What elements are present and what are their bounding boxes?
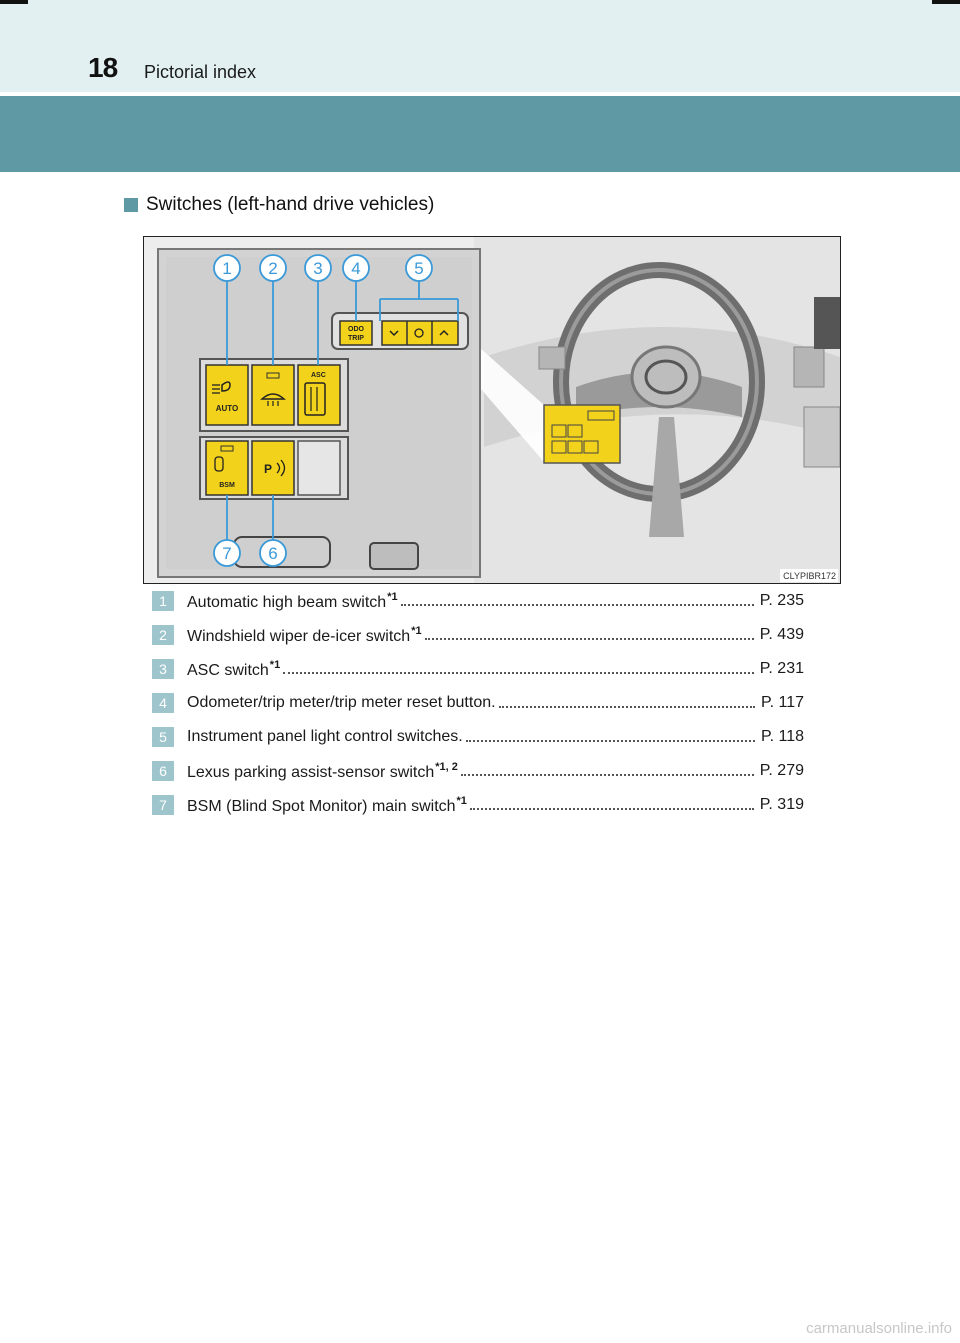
blank-switch <box>298 441 340 495</box>
svg-text:5: 5 <box>414 259 424 278</box>
list-item <box>152 788 804 822</box>
item-number-badge: 6 <box>152 761 174 781</box>
svg-text:1: 1 <box>222 259 232 278</box>
item-number-badge: 3 <box>152 659 174 679</box>
footnote-ref: *1 <box>411 624 422 637</box>
watermark: carmanualsonline.info <box>806 1320 952 1337</box>
list-item <box>152 754 804 788</box>
page-reference[interactable]: P. 117 <box>760 694 804 711</box>
bsm-label: BSM <box>219 482 235 489</box>
item-number-badge: 7 <box>152 795 174 815</box>
list-item <box>152 618 804 652</box>
page-reference[interactable]: P. 439 <box>759 626 804 643</box>
vent <box>539 347 565 369</box>
parking-label: P <box>263 462 273 476</box>
switches-illustration <box>143 236 841 584</box>
list-item <box>152 584 804 618</box>
header-banner <box>0 96 960 172</box>
page-reference[interactable]: P. 231 <box>759 660 804 677</box>
parking-assist-switch <box>252 441 294 495</box>
page-reference[interactable]: P. 319 <box>759 796 804 813</box>
crop-mark-left <box>0 0 28 4</box>
dot-leader <box>499 706 755 708</box>
item-number-badge: 1 <box>152 591 174 611</box>
item-number-badge: 2 <box>152 625 174 645</box>
dot-leader <box>461 774 754 776</box>
crop-mark-right <box>932 0 960 4</box>
page-number: 18 <box>88 52 118 83</box>
section-heading <box>124 194 434 216</box>
item-number-badge: 5 <box>152 727 174 747</box>
header-bar <box>0 0 960 92</box>
center-console <box>804 407 840 467</box>
item-label: ASC switch$^{*1}$ <box>187 658 281 679</box>
footnote-ref: *1 <box>456 794 467 807</box>
figure-code: CLYPIBR172 <box>783 571 836 581</box>
item-label: Lexus parking assist-sensor switch$^{*1, 2}$ <box>187 760 458 781</box>
svg-text:7: 7 <box>222 544 232 563</box>
dot-leader <box>425 638 754 640</box>
list-item <box>152 720 804 754</box>
footnote-ref: *1 <box>269 658 281 671</box>
svg-text:6: 6 <box>268 544 278 563</box>
illustration-svg <box>144 237 840 583</box>
dash-switch-highlight <box>544 405 620 463</box>
dot-leader <box>466 740 755 742</box>
section-title: Pictorial index <box>144 62 257 82</box>
item-label: Automatic high beam switch$^{*1}$ <box>187 590 398 611</box>
lower-button <box>370 543 418 569</box>
svg-text:2: 2 <box>268 259 278 278</box>
list-item <box>152 686 804 720</box>
list-item <box>152 652 804 686</box>
page-reference[interactable]: P. 279 <box>759 762 804 779</box>
wiper-deicer-switch <box>252 365 294 425</box>
auto-high-beam-switch <box>206 365 248 425</box>
svg-text:3: 3 <box>313 259 323 278</box>
item-label: Instrument panel light control switches. <box>187 728 463 745</box>
heading-text: Switches (left-hand drive vehicles) <box>146 194 435 215</box>
dot-leader <box>470 808 754 810</box>
asc-label: ASC <box>311 372 326 379</box>
item-label: BSM (Blind Spot Monitor) main switch$^{*1}$ <box>187 794 467 815</box>
page-reference[interactable]: P. 235 <box>759 592 804 609</box>
footnote-ref: *1 <box>387 590 398 603</box>
auto-label: AUTO <box>215 404 239 413</box>
switch-index-list <box>152 584 804 822</box>
heading-square-icon <box>124 198 138 212</box>
page-reference[interactable]: P. 118 <box>760 728 804 745</box>
svg-text:4: 4 <box>351 259 361 278</box>
dot-leader <box>283 672 754 674</box>
item-number-badge: 4 <box>152 693 174 713</box>
dot-leader <box>401 604 754 606</box>
display <box>814 297 840 349</box>
footnote-ref: *1, 2 <box>435 760 458 773</box>
odo-label: ODO <box>348 326 364 333</box>
vent <box>794 347 824 387</box>
item-label: Odometer/trip meter/trip meter reset button. <box>187 694 496 711</box>
trip-label: TRIP <box>348 335 364 342</box>
item-label: Windshield wiper de-icer switch$^{*1}$ <box>187 624 422 645</box>
